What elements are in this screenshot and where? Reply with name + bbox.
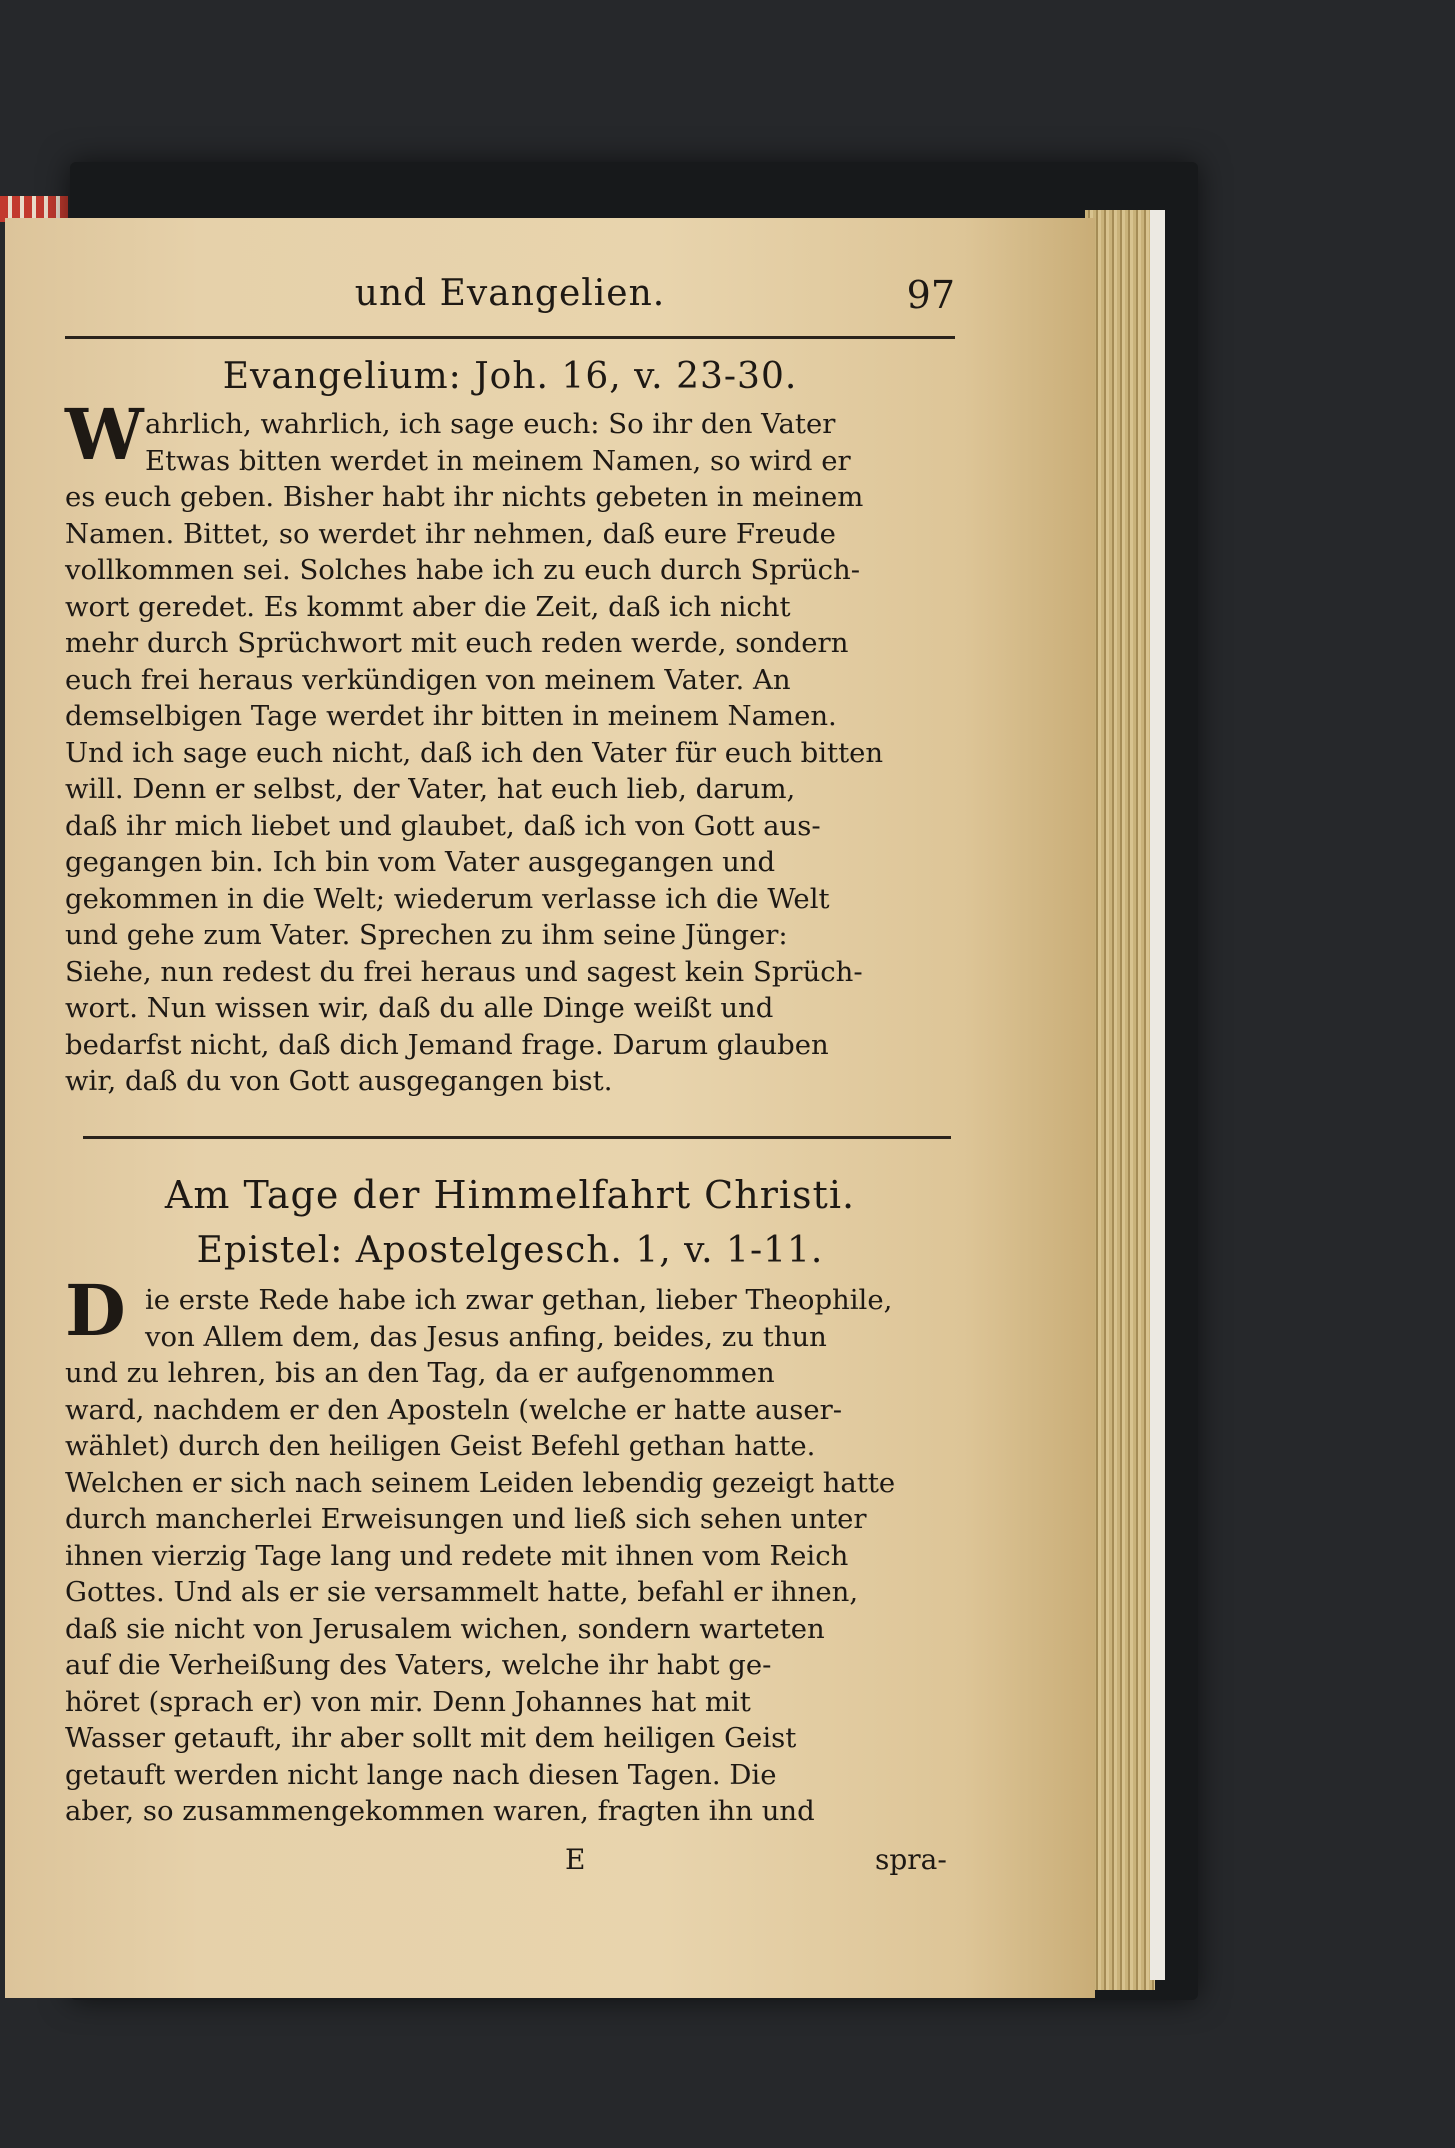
text-line: Wasser getauft, ihr aber sollt mit dem heiligen Geist <box>65 1722 797 1754</box>
header-rule <box>65 336 955 339</box>
text-line: Siehe, nun redest du frei heraus und sagest kein Sprüch- <box>65 955 863 988</box>
text-line: Welchen er sich nach seinem Leiden lebendig gezeigt hatte <box>65 1466 896 1499</box>
text-line: Gottes. Und als er sie versammelt hatte, befahl er ihnen, <box>65 1576 859 1608</box>
running-title: und Evangelien. <box>354 273 666 314</box>
text-line: Und ich sage euch nicht, daß ich den Vater für euch bitten <box>65 736 884 769</box>
section-rule <box>83 1136 951 1139</box>
text-line: ahrlich, wahrlich, ich sage euch: So ihr den Vater <box>145 408 836 440</box>
text-line: aber, so zusammengekommen waren, fragten ihn und <box>65 1795 815 1827</box>
text-line: mehr durch Sprüchwort mit euch reden werde, sondern <box>65 627 849 659</box>
text-line: und gehe zum Vater. Sprechen zu ihm seine Jünger: <box>65 919 788 951</box>
text-line: wählet) durch den heiligen Geist Befehl gethan hatte. <box>65 1430 816 1462</box>
text-line: Etwas bitten werdet in meinem Namen, so wird er <box>145 444 851 477</box>
catchword: spra- <box>875 1843 947 1876</box>
drop-cap: W <box>65 393 144 476</box>
page-edges <box>1085 210 1155 1990</box>
running-head <box>65 273 955 333</box>
text-line: getauft werden nicht lange nach diesen Tagen. Die <box>65 1758 777 1791</box>
text-line: ie erste Rede habe ich zwar gethan, lieber Theophile, <box>145 1284 893 1316</box>
text-line: von Allem dem, das Jesus anfing, beides, zu thun <box>145 1320 827 1353</box>
text-line: wir, daß du von Gott ausgegangen bist. <box>65 1065 613 1097</box>
page-number: 97 <box>906 273 955 317</box>
text-line: durch mancherlei Erweisungen und ließ sich sehen unter <box>65 1503 867 1535</box>
text-line: bedarfst nicht, daß dich Jemand frage. Darum glauben <box>65 1028 829 1061</box>
drop-cap: D <box>65 1269 126 1352</box>
epistle-text <box>65 1269 955 1830</box>
text-line: daß ihr mich liebet und glaubet, daß ich von Gott aus- <box>65 809 821 842</box>
text-line: gegangen bin. Ich bin vom Vater ausgegangen und <box>65 846 776 878</box>
text-line: Namen. Bittet, so werdet ihr nehmen, daß eure Freude <box>65 517 836 550</box>
text-line: höret (sprach er) von mir. Denn Johannes hat mit <box>65 1685 751 1718</box>
text-line: und zu lehren, bis an den Tag, da er aufgenommen <box>65 1357 775 1389</box>
text-line: ihnen vierzig Tage lang und redete mit ihnen vom Reich <box>65 1539 849 1572</box>
text-line: euch frei heraus verkündigen von meinem Vater. An <box>65 663 791 696</box>
feast-heading: Am Tage der Himmelfahrt Christi. <box>164 1173 856 1217</box>
text-line: demselbigen Tage werdet ihr bitten in meinem Namen. <box>65 700 837 732</box>
book-page <box>5 218 1095 1998</box>
text-line: wort. Nun wissen wir, daß du alle Dinge weißt und <box>65 992 774 1024</box>
text-line: will. Denn er selbst, der Vater, hat euch lieb, darum, <box>65 773 796 805</box>
text-line: auf die Verheißung des Vaters, welche ihr habt ge- <box>65 1649 772 1681</box>
text-line: es euch geben. Bisher habt ihr nichts gebeten in meinem <box>65 481 864 513</box>
signature-mark: E <box>565 1843 586 1876</box>
gospel-text <box>65 393 955 1100</box>
endpaper <box>1150 210 1165 1980</box>
text-line: daß sie nicht von Jerusalem wichen, sondern warteten <box>65 1612 825 1645</box>
text-line: vollkommen sei. Solches habe ich zu euch durch Sprüch- <box>65 554 861 586</box>
epistle-heading: Epistel: Apostelgesch. 1, v. 1-11. <box>196 1230 824 1271</box>
text-line: gekommen in die Welt; wiederum verlasse ich die Welt <box>65 882 830 915</box>
text-line: ward, nachdem er den Aposteln (welche er hatte auser- <box>65 1393 843 1426</box>
text-line: wort geredet. Es kommt aber die Zeit, daß ich nicht <box>65 590 791 623</box>
gospel-heading: Evangelium: Joh. 16, v. 23-30. <box>222 356 798 397</box>
